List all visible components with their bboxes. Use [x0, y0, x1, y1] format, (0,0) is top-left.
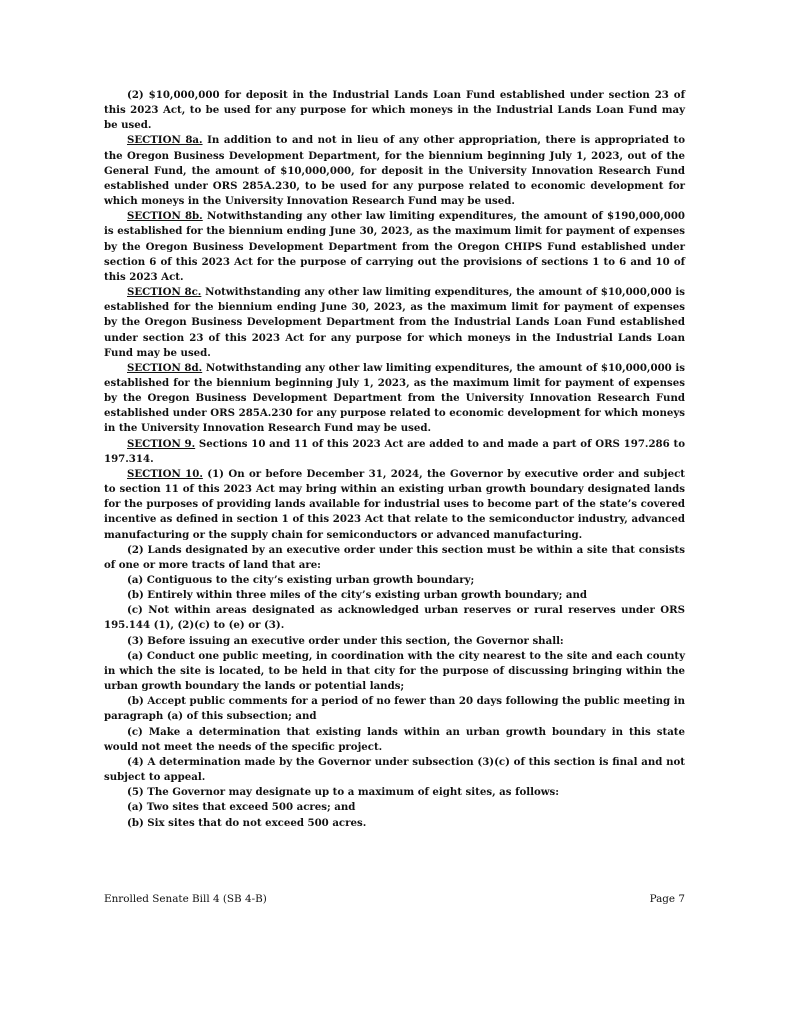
section-9-paragraph [104, 437, 685, 467]
subsection-2-c [104, 603, 685, 633]
document-body [104, 88, 685, 831]
subsection-2 [104, 543, 685, 573]
section-8c-paragraph [104, 285, 685, 361]
paragraph-text: (a) Contiguous to the city’s existing urban growth boundary; [127, 574, 475, 586]
paragraph-text: (4) A determination made by the Governor under subsection (3)(c) of this section is final and not subject to appeal. [104, 755, 685, 784]
paragraph-text: (b) Six sites that do not exceed 500 acres. [127, 816, 367, 829]
section-10-label: SECTION 10. [127, 467, 203, 480]
section-8b-text: Notwithstanding any other law limiting expenditures, the amount of $190,000,000 is established for the biennium ending June 30, 2023, as the maximum limit for payment of expenses by the Oregon Business Development Department from the Oregon CHIPS Fund established under section 6 of this 2023 Act for the purpose of carrying out the provisions of sections 1 to 6 and 10 of this 2023 Act. [104, 210, 685, 283]
section-8a-label: SECTION 8a. [127, 134, 203, 147]
section-8a-paragraph [104, 133, 685, 209]
section-10-text: (1) On or before December 31, 2024, the Governor by executive order and subject to section 11 of this 2023 Act may bring within an existing urban growth boundary designated lands for the purposes of providing lands available for industrial uses to become part of the state’s covered incentive as defined in section 1 of this 2023 Act that relate to the semiconductor industry, advanced manufacturing or the supply chain for semiconductors or advanced manufacturing. [104, 467, 685, 541]
subsection-4 [104, 755, 685, 785]
paragraph-text: (c) Not within areas designated as acknowledged urban reserves or rural reserves under ORS 195.144 (1), (2)(c) to (e) or (3). [104, 604, 685, 632]
bill-name: Enrolled Senate Bill 4 (SB 4-B) [104, 893, 267, 905]
paragraph-2-industrial-lands-fund [104, 88, 685, 133]
paragraph-text: (5) The Governor may designate up to a maximum of eight sites, as follows: [127, 786, 560, 799]
subsection-2-a [104, 573, 685, 588]
section-8a-text: In addition to and not in lieu of any other appropriation, there is appropriated to the Oregon Business Development Department, for the biennium beginning July 1, 2023, out of the General Fund, the amount of $10,000,000, for deposit in the University Innovation Research Fund established under ORS 285A.230, to be used for any purpose related to economic development for which moneys in the University Innovation Research Fund may be used. [104, 134, 686, 208]
section-8d-text: Notwithstanding any other law limiting expenditures, the amount of $10,000,000 is established for the biennium beginning July 1, 2023, as the maximum limit for payment of expenses by the Oregon Business Development Department from the University Innovation Research Fund established under ORS 285A.230 for any purpose related to economic development for which moneys in the University Innovation Research Fund may be used. [104, 361, 685, 435]
paragraph-text: (2) Lands designated by an executive order under this section must be within a site that consists of one or more tracts of land that are: [104, 543, 685, 571]
section-9-text: Sections 10 and 11 of this 2023 Act are added to and made a part of ORS 197.286 to 197.314. [104, 437, 685, 465]
section-8b-paragraph [104, 209, 685, 285]
subsection-3-a [104, 649, 685, 694]
subsection-3-c [104, 725, 685, 755]
subsection-2-b [104, 588, 685, 603]
paragraph-text: (a) Conduct one public meeting, in coordination with the city nearest to the site and each county in which the site is located, to be held in that city for the purpose of discussing bringing within the urban growth boundary the lands or potential lands; [104, 649, 685, 693]
section-9-label: SECTION 9. [127, 437, 196, 450]
section-8c-label: SECTION 8c. [127, 286, 202, 299]
section-8b-label: SECTION 8b. [127, 210, 203, 223]
paragraph-text: (b) Entirely within three miles of the city’s existing urban growth boundary; and [127, 589, 588, 602]
subsection-3-b [104, 694, 685, 724]
section-10-paragraph [104, 467, 685, 543]
section-8c-text: Notwithstanding any other law limiting expenditures, the amount of $10,000,000 is established for the biennium ending June 30, 2023, as the maximum limit for payment of expenses by the Oregon Business Development Department from the Industrial Lands Loan Fund established under section 23 of this 2023 Act for any purpose for which moneys in the Industrial Lands Loan Fund may be used. [104, 286, 685, 359]
paragraph-text: (a) Two sites that exceed 500 acres; and [127, 801, 356, 814]
section-8d-paragraph [104, 361, 685, 437]
paragraph-text: (b) Accept public comments for a period of no fewer than 20 days following the public meeting in paragraph (a) of this subsection; and [104, 695, 685, 723]
subsection-5-b [104, 816, 685, 831]
subsection-5 [104, 785, 685, 800]
paragraph-text: (2) $10,000,000 for deposit in the Industrial Lands Loan Fund established under section 23 of this 2023 Act, to be used for any purpose for which moneys in the Industrial Lands Loan Fund may be used. [104, 89, 685, 132]
subsection-5-a [104, 800, 685, 815]
paragraph-text: (3) Before issuing an executive order under this section, the Governor shall: [127, 634, 564, 647]
page-number: Page 7 [649, 893, 685, 905]
subsection-3 [104, 634, 685, 649]
section-8d-label: SECTION 8d. [127, 361, 203, 374]
paragraph-text: (c) Make a determination that existing lands within an urban growth boundary in this state would not meet the needs of the specific project. [104, 725, 685, 753]
